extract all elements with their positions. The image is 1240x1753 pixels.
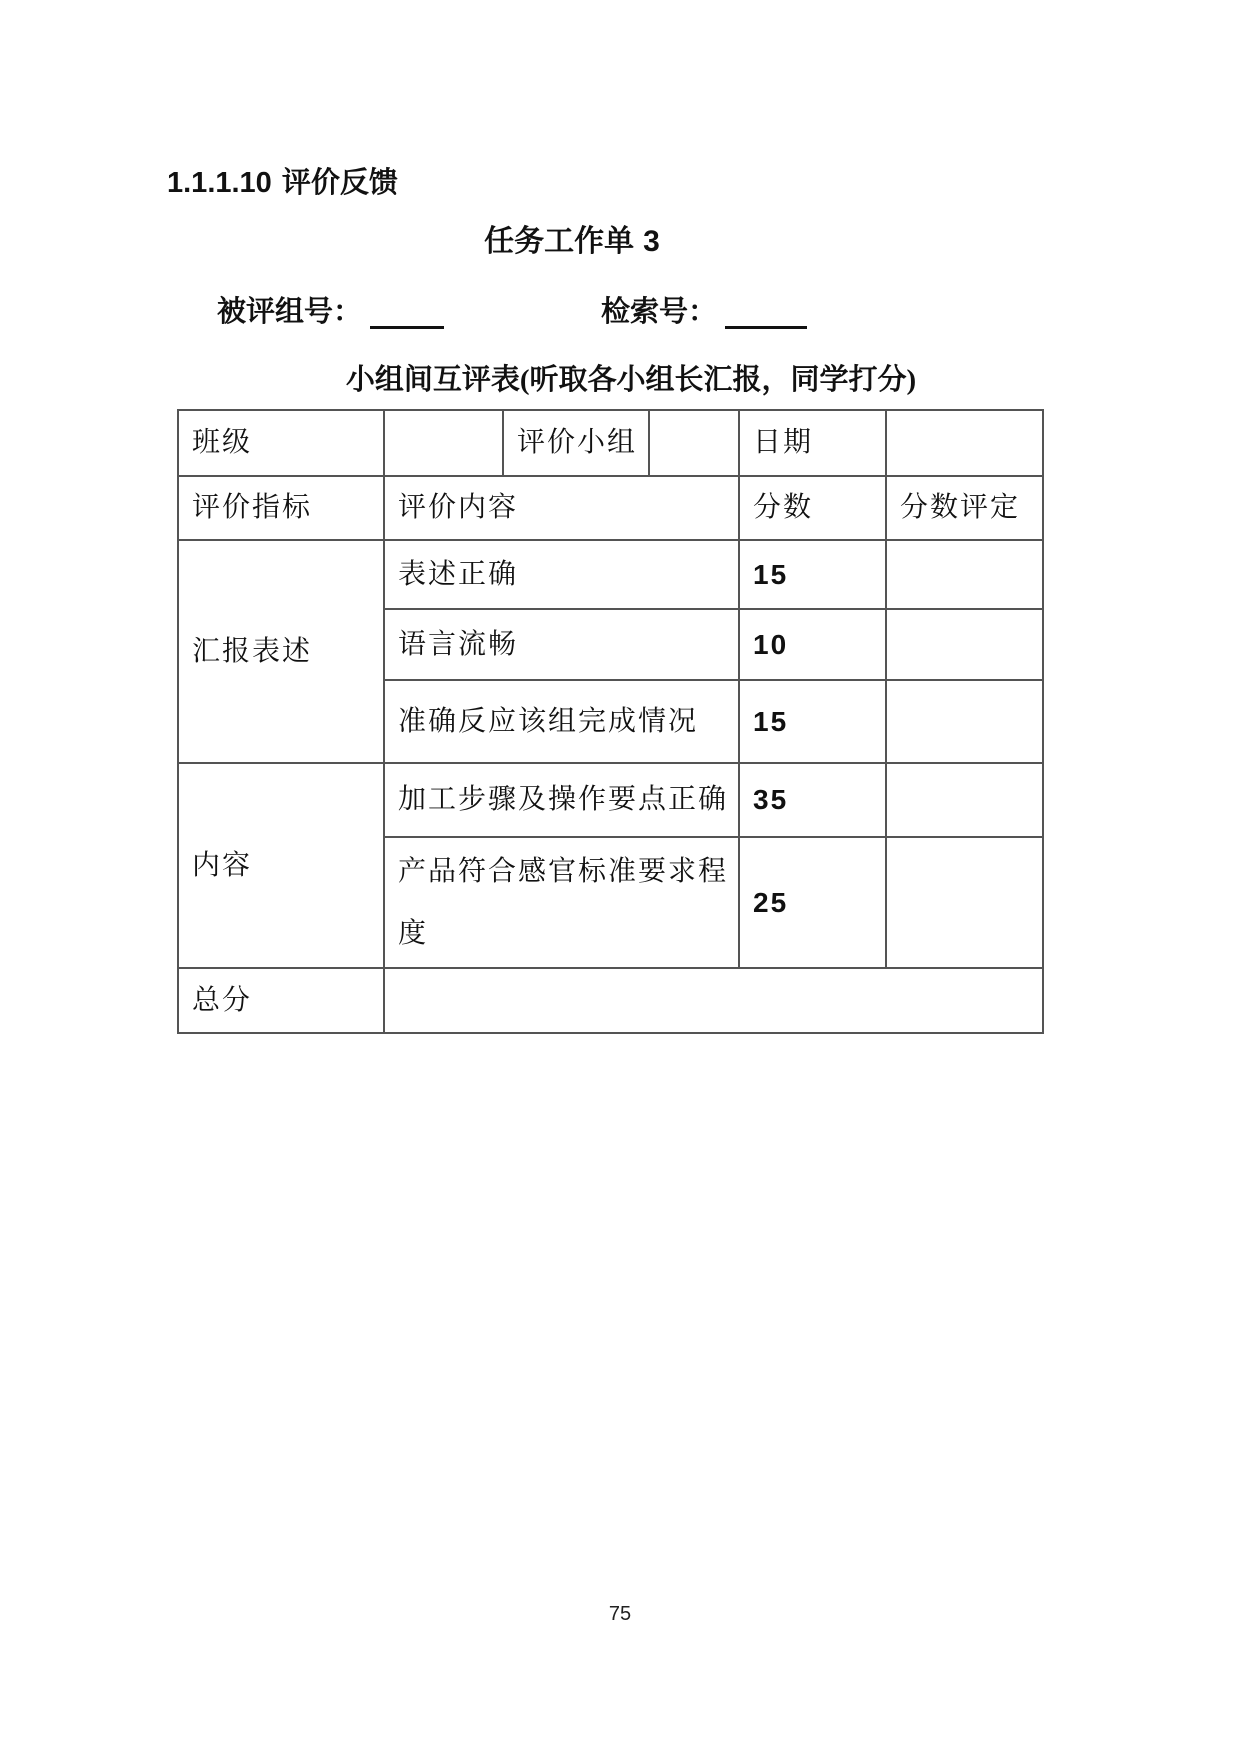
score-cell: 15	[739, 680, 886, 763]
score-cell: 15	[739, 540, 886, 609]
section-number: 1.1.1.10	[167, 167, 272, 199]
cell-date-label: 日期	[739, 410, 886, 476]
table-row-total	[178, 968, 1043, 1033]
header-fields-row	[217, 291, 807, 333]
content-cell: 加工步骤及操作要点正确	[384, 763, 739, 837]
table-row	[178, 540, 1043, 609]
cell-date-value	[886, 410, 1043, 476]
rating-cell	[886, 837, 1043, 968]
worksheet-title-text: 任务工作单	[484, 225, 635, 258]
rating-cell	[886, 763, 1043, 837]
page-number: 75	[608, 1603, 632, 1625]
mutual-evaluation-table-title: 小组间互评表(听取各小组长汇报，同学打分)	[345, 364, 917, 396]
content-cell: 表述正确	[384, 540, 739, 609]
score-cell: 35	[739, 763, 886, 837]
rating-cell	[886, 540, 1043, 609]
content-cell: 准确反应该组完成情况	[384, 680, 739, 763]
cell-class-label: 班级	[178, 410, 384, 476]
section-heading-text: 评价反馈	[281, 167, 398, 199]
evaluated-group-blank	[370, 326, 444, 329]
section-heading	[167, 163, 398, 203]
col-header-content: 评价内容	[384, 476, 739, 540]
index-number-blank	[725, 326, 807, 329]
cell-total-label: 总分	[178, 968, 384, 1033]
cell-eval-group-value	[649, 410, 739, 476]
cell-indicator-report: 汇报表述	[178, 540, 384, 763]
worksheet-title	[177, 221, 967, 263]
col-header-score: 分数	[739, 476, 886, 540]
cell-eval-group-label: 评价小组	[503, 410, 649, 476]
table-row	[178, 763, 1043, 837]
content-cell: 产品符合感官标准要求程度	[384, 837, 739, 968]
evaluation-table	[177, 409, 1044, 1034]
cell-class-value	[384, 410, 503, 476]
rating-cell	[886, 680, 1043, 763]
table-row-header-info	[178, 410, 1043, 476]
evaluated-group-label: 被评组号：	[217, 296, 363, 328]
content-cell: 语言流畅	[384, 609, 739, 680]
table-row-column-headers	[178, 476, 1043, 540]
col-header-rating: 分数评定	[886, 476, 1043, 540]
cell-indicator-content: 内容	[178, 763, 384, 968]
worksheet-title-number: 3	[643, 225, 660, 258]
cell-total-value	[384, 968, 1043, 1033]
col-header-indicator: 评价指标	[178, 476, 384, 540]
index-number-label: 检索号：	[601, 296, 718, 328]
score-cell: 25	[739, 837, 886, 968]
rating-cell	[886, 609, 1043, 680]
score-cell: 10	[739, 609, 886, 680]
